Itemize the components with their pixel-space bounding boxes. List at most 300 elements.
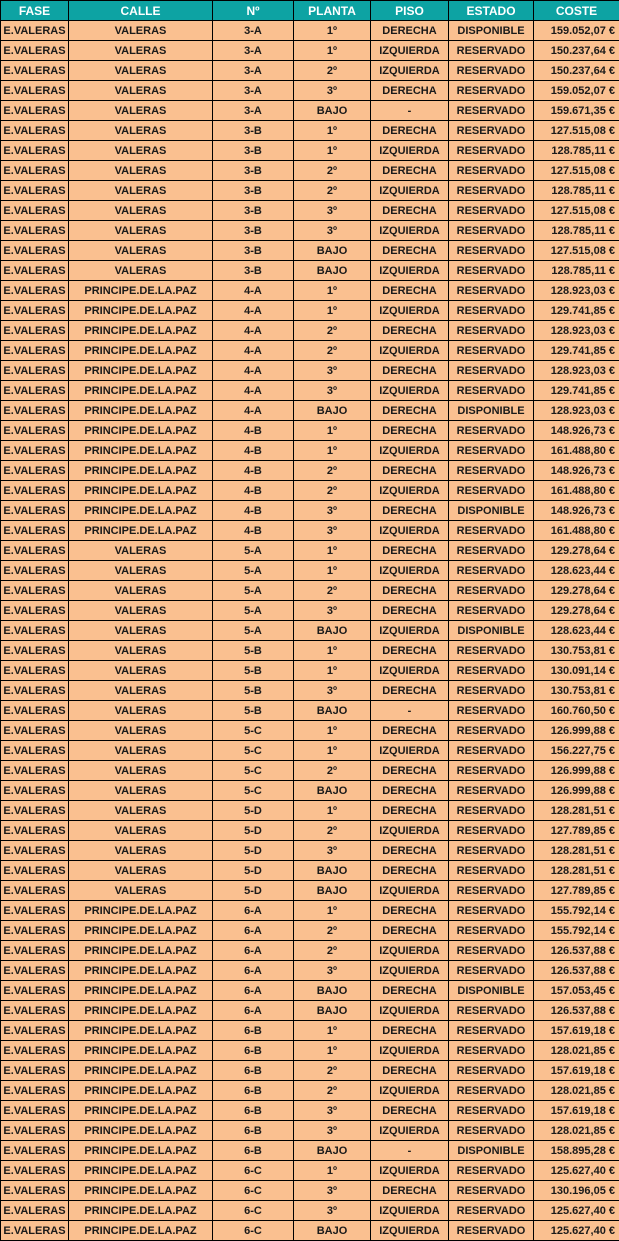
cell-coste[interactable]: 128.021,85 € <box>534 1081 619 1101</box>
cell-fase[interactable]: E.VALERAS <box>1 181 69 201</box>
cell-piso[interactable]: IZQUIERDA <box>371 341 449 361</box>
cell-piso[interactable]: DERECHA <box>371 721 449 741</box>
cell-piso[interactable]: DERECHA <box>371 841 449 861</box>
column-header-estado[interactable]: ESTADO <box>449 1 534 21</box>
cell-fase[interactable]: E.VALERAS <box>1 1221 69 1241</box>
cell-num[interactable]: 3-B <box>213 141 294 161</box>
cell-coste[interactable]: 157.053,45 € <box>534 981 619 1001</box>
cell-estado[interactable]: RESERVADO <box>449 101 534 121</box>
cell-planta[interactable]: 1º <box>294 41 371 61</box>
cell-fase[interactable]: E.VALERAS <box>1 701 69 721</box>
cell-calle[interactable]: PRINCIPE.DE.LA.PAZ <box>69 961 213 981</box>
cell-estado[interactable]: RESERVADO <box>449 281 534 301</box>
cell-calle[interactable]: PRINCIPE.DE.LA.PAZ <box>69 421 213 441</box>
cell-fase[interactable]: E.VALERAS <box>1 1041 69 1061</box>
cell-num[interactable]: 4-B <box>213 461 294 481</box>
cell-num[interactable]: 6-A <box>213 921 294 941</box>
cell-planta[interactable]: BAJO <box>294 1001 371 1021</box>
cell-num[interactable]: 4-B <box>213 421 294 441</box>
cell-planta[interactable]: 2º <box>294 61 371 81</box>
cell-fase[interactable]: E.VALERAS <box>1 1001 69 1021</box>
cell-calle[interactable]: VALERAS <box>69 121 213 141</box>
cell-piso[interactable]: - <box>371 1141 449 1161</box>
cell-estado[interactable]: RESERVADO <box>449 61 534 81</box>
cell-planta[interactable]: 3º <box>294 1101 371 1121</box>
cell-fase[interactable]: E.VALERAS <box>1 1061 69 1081</box>
cell-planta[interactable]: 1º <box>294 421 371 441</box>
cell-fase[interactable]: E.VALERAS <box>1 601 69 621</box>
cell-estado[interactable]: RESERVADO <box>449 601 534 621</box>
cell-fase[interactable]: E.VALERAS <box>1 421 69 441</box>
cell-fase[interactable]: E.VALERAS <box>1 1081 69 1101</box>
cell-piso[interactable]: IZQUIERDA <box>371 1161 449 1181</box>
cell-coste[interactable]: 127.515,08 € <box>534 161 619 181</box>
cell-fase[interactable]: E.VALERAS <box>1 501 69 521</box>
cell-estado[interactable]: RESERVADO <box>449 241 534 261</box>
cell-fase[interactable]: E.VALERAS <box>1 641 69 661</box>
cell-calle[interactable]: VALERAS <box>69 741 213 761</box>
cell-piso[interactable]: DERECHA <box>371 401 449 421</box>
cell-calle[interactable]: PRINCIPE.DE.LA.PAZ <box>69 1141 213 1161</box>
cell-piso[interactable]: DERECHA <box>371 761 449 781</box>
cell-calle[interactable]: VALERAS <box>69 201 213 221</box>
cell-planta[interactable]: 1º <box>294 441 371 461</box>
cell-piso[interactable]: IZQUIERDA <box>371 481 449 501</box>
cell-coste[interactable]: 129.741,85 € <box>534 381 619 401</box>
cell-estado[interactable]: RESERVADO <box>449 441 534 461</box>
cell-num[interactable]: 6-C <box>213 1161 294 1181</box>
cell-coste[interactable]: 156.227,75 € <box>534 741 619 761</box>
cell-estado[interactable]: RESERVADO <box>449 301 534 321</box>
cell-estado[interactable]: RESERVADO <box>449 81 534 101</box>
cell-planta[interactable]: BAJO <box>294 261 371 281</box>
cell-piso[interactable]: DERECHA <box>371 541 449 561</box>
cell-coste[interactable]: 155.792,14 € <box>534 921 619 941</box>
cell-planta[interactable]: 2º <box>294 161 371 181</box>
cell-planta[interactable]: 3º <box>294 1181 371 1201</box>
cell-planta[interactable]: 3º <box>294 521 371 541</box>
cell-num[interactable]: 4-B <box>213 521 294 541</box>
cell-calle[interactable]: PRINCIPE.DE.LA.PAZ <box>69 461 213 481</box>
cell-fase[interactable]: E.VALERAS <box>1 581 69 601</box>
cell-coste[interactable]: 127.515,08 € <box>534 121 619 141</box>
cell-fase[interactable]: E.VALERAS <box>1 1101 69 1121</box>
cell-fase[interactable]: E.VALERAS <box>1 221 69 241</box>
cell-num[interactable]: 6-A <box>213 1001 294 1021</box>
cell-coste[interactable]: 150.237,64 € <box>534 41 619 61</box>
cell-coste[interactable]: 127.789,85 € <box>534 821 619 841</box>
column-header-piso[interactable]: PISO <box>371 1 449 21</box>
cell-planta[interactable]: 1º <box>294 21 371 41</box>
cell-num[interactable]: 5-B <box>213 661 294 681</box>
cell-planta[interactable]: 2º <box>294 761 371 781</box>
cell-planta[interactable]: 2º <box>294 921 371 941</box>
cell-coste[interactable]: 148.926,73 € <box>534 421 619 441</box>
cell-piso[interactable]: IZQUIERDA <box>371 881 449 901</box>
cell-coste[interactable]: 128.785,11 € <box>534 141 619 161</box>
cell-estado[interactable]: RESERVADO <box>449 781 534 801</box>
cell-planta[interactable]: 1º <box>294 1161 371 1181</box>
cell-num[interactable]: 5-D <box>213 861 294 881</box>
cell-num[interactable]: 4-B <box>213 501 294 521</box>
cell-calle[interactable]: VALERAS <box>69 581 213 601</box>
cell-coste[interactable]: 130.091,14 € <box>534 661 619 681</box>
cell-estado[interactable]: RESERVADO <box>449 461 534 481</box>
cell-planta[interactable]: 2º <box>294 341 371 361</box>
cell-coste[interactable]: 126.999,88 € <box>534 781 619 801</box>
cell-estado[interactable]: DISPONIBLE <box>449 21 534 41</box>
cell-num[interactable]: 4-A <box>213 281 294 301</box>
cell-planta[interactable]: 1º <box>294 901 371 921</box>
cell-estado[interactable]: RESERVADO <box>449 1201 534 1221</box>
cell-estado[interactable]: RESERVADO <box>449 1021 534 1041</box>
cell-calle[interactable]: VALERAS <box>69 801 213 821</box>
cell-estado[interactable]: RESERVADO <box>449 961 534 981</box>
cell-fase[interactable]: E.VALERAS <box>1 161 69 181</box>
cell-estado[interactable]: RESERVADO <box>449 1081 534 1101</box>
cell-num[interactable]: 6-A <box>213 981 294 1001</box>
cell-fase[interactable]: E.VALERAS <box>1 281 69 301</box>
cell-estado[interactable]: RESERVADO <box>449 221 534 241</box>
cell-num[interactable]: 3-A <box>213 41 294 61</box>
cell-piso[interactable]: IZQUIERDA <box>371 261 449 281</box>
cell-fase[interactable]: E.VALERAS <box>1 481 69 501</box>
cell-estado[interactable]: RESERVADO <box>449 901 534 921</box>
cell-planta[interactable]: 2º <box>294 461 371 481</box>
cell-calle[interactable]: VALERAS <box>69 761 213 781</box>
cell-planta[interactable]: 2º <box>294 181 371 201</box>
cell-calle[interactable]: PRINCIPE.DE.LA.PAZ <box>69 1201 213 1221</box>
cell-estado[interactable]: RESERVADO <box>449 641 534 661</box>
cell-fase[interactable]: E.VALERAS <box>1 1141 69 1161</box>
cell-num[interactable]: 5-A <box>213 541 294 561</box>
cell-coste[interactable]: 129.741,85 € <box>534 301 619 321</box>
column-header-num[interactable]: Nº <box>213 1 294 21</box>
cell-piso[interactable]: IZQUIERDA <box>371 821 449 841</box>
cell-piso[interactable]: DERECHA <box>371 161 449 181</box>
cell-num[interactable]: 5-B <box>213 701 294 721</box>
cell-piso[interactable]: DERECHA <box>371 601 449 621</box>
cell-planta[interactable]: BAJO <box>294 621 371 641</box>
cell-calle[interactable]: PRINCIPE.DE.LA.PAZ <box>69 341 213 361</box>
cell-estado[interactable]: RESERVADO <box>449 1161 534 1181</box>
cell-calle[interactable]: PRINCIPE.DE.LA.PAZ <box>69 1081 213 1101</box>
cell-num[interactable]: 5-C <box>213 721 294 741</box>
cell-piso[interactable]: DERECHA <box>371 81 449 101</box>
cell-coste[interactable]: 128.021,85 € <box>534 1041 619 1061</box>
cell-calle[interactable]: VALERAS <box>69 781 213 801</box>
cell-piso[interactable]: IZQUIERDA <box>371 141 449 161</box>
cell-num[interactable]: 4-A <box>213 301 294 321</box>
cell-calle[interactable]: VALERAS <box>69 701 213 721</box>
cell-piso[interactable]: IZQUIERDA <box>371 221 449 241</box>
cell-calle[interactable]: PRINCIPE.DE.LA.PAZ <box>69 1041 213 1061</box>
cell-num[interactable]: 3-B <box>213 221 294 241</box>
cell-coste[interactable]: 130.753,81 € <box>534 681 619 701</box>
cell-num[interactable]: 6-B <box>213 1021 294 1041</box>
cell-planta[interactable]: 3º <box>294 1201 371 1221</box>
cell-coste[interactable]: 129.278,64 € <box>534 581 619 601</box>
cell-calle[interactable]: PRINCIPE.DE.LA.PAZ <box>69 1181 213 1201</box>
cell-coste[interactable]: 130.753,81 € <box>534 641 619 661</box>
cell-piso[interactable]: IZQUIERDA <box>371 1081 449 1101</box>
cell-estado[interactable]: RESERVADO <box>449 521 534 541</box>
cell-calle[interactable]: VALERAS <box>69 261 213 281</box>
column-header-coste[interactable]: COSTE <box>534 1 619 21</box>
cell-piso[interactable]: IZQUIERDA <box>371 1041 449 1061</box>
cell-num[interactable]: 3-A <box>213 61 294 81</box>
cell-calle[interactable]: PRINCIPE.DE.LA.PAZ <box>69 1021 213 1041</box>
cell-calle[interactable]: PRINCIPE.DE.LA.PAZ <box>69 281 213 301</box>
cell-fase[interactable]: E.VALERAS <box>1 361 69 381</box>
cell-coste[interactable]: 128.021,85 € <box>534 1121 619 1141</box>
cell-estado[interactable]: RESERVADO <box>449 1001 534 1021</box>
cell-num[interactable]: 5-A <box>213 601 294 621</box>
cell-planta[interactable]: 1º <box>294 641 371 661</box>
cell-calle[interactable]: PRINCIPE.DE.LA.PAZ <box>69 1161 213 1181</box>
cell-fase[interactable]: E.VALERAS <box>1 121 69 141</box>
cell-piso[interactable]: - <box>371 101 449 121</box>
cell-num[interactable]: 4-A <box>213 381 294 401</box>
cell-planta[interactable]: BAJO <box>294 401 371 421</box>
cell-calle[interactable]: VALERAS <box>69 861 213 881</box>
cell-estado[interactable]: RESERVADO <box>449 121 534 141</box>
cell-num[interactable]: 3-A <box>213 21 294 41</box>
cell-num[interactable]: 6-B <box>213 1081 294 1101</box>
cell-num[interactable]: 6-C <box>213 1221 294 1241</box>
column-header-fase[interactable]: FASE <box>1 1 69 21</box>
cell-planta[interactable]: 1º <box>294 801 371 821</box>
cell-fase[interactable]: E.VALERAS <box>1 301 69 321</box>
cell-fase[interactable]: E.VALERAS <box>1 761 69 781</box>
cell-piso[interactable]: DERECHA <box>371 321 449 341</box>
cell-estado[interactable]: DISPONIBLE <box>449 501 534 521</box>
cell-fase[interactable]: E.VALERAS <box>1 61 69 81</box>
cell-planta[interactable]: 1º <box>294 561 371 581</box>
cell-coste[interactable]: 125.627,40 € <box>534 1201 619 1221</box>
cell-fase[interactable]: E.VALERAS <box>1 901 69 921</box>
cell-num[interactable]: 6-B <box>213 1041 294 1061</box>
cell-coste[interactable]: 126.999,88 € <box>534 721 619 741</box>
cell-fase[interactable]: E.VALERAS <box>1 241 69 261</box>
cell-piso[interactable]: IZQUIERDA <box>371 661 449 681</box>
cell-coste[interactable]: 128.785,11 € <box>534 221 619 241</box>
cell-piso[interactable]: DERECHA <box>371 801 449 821</box>
cell-planta[interactable]: 3º <box>294 961 371 981</box>
cell-estado[interactable]: RESERVADO <box>449 1061 534 1081</box>
cell-fase[interactable]: E.VALERAS <box>1 1161 69 1181</box>
cell-estado[interactable]: RESERVADO <box>449 261 534 281</box>
cell-estado[interactable]: RESERVADO <box>449 841 534 861</box>
cell-piso[interactable]: DERECHA <box>371 901 449 921</box>
cell-estado[interactable]: RESERVADO <box>449 41 534 61</box>
cell-fase[interactable]: E.VALERAS <box>1 1021 69 1041</box>
cell-fase[interactable]: E.VALERAS <box>1 321 69 341</box>
cell-piso[interactable]: IZQUIERDA <box>371 621 449 641</box>
cell-coste[interactable]: 128.281,51 € <box>534 861 619 881</box>
cell-calle[interactable]: PRINCIPE.DE.LA.PAZ <box>69 921 213 941</box>
cell-num[interactable]: 5-D <box>213 841 294 861</box>
cell-piso[interactable]: DERECHA <box>371 21 449 41</box>
cell-piso[interactable]: DERECHA <box>371 1181 449 1201</box>
cell-coste[interactable]: 126.537,88 € <box>534 941 619 961</box>
cell-num[interactable]: 3-B <box>213 201 294 221</box>
cell-coste[interactable]: 125.627,40 € <box>534 1221 619 1241</box>
cell-calle[interactable]: PRINCIPE.DE.LA.PAZ <box>69 521 213 541</box>
cell-calle[interactable]: VALERAS <box>69 601 213 621</box>
cell-estado[interactable]: RESERVADO <box>449 881 534 901</box>
cell-num[interactable]: 6-A <box>213 901 294 921</box>
cell-piso[interactable]: DERECHA <box>371 361 449 381</box>
cell-num[interactable]: 3-B <box>213 261 294 281</box>
cell-calle[interactable]: VALERAS <box>69 721 213 741</box>
cell-num[interactable]: 6-B <box>213 1061 294 1081</box>
cell-calle[interactable]: VALERAS <box>69 181 213 201</box>
cell-piso[interactable]: IZQUIERDA <box>371 181 449 201</box>
cell-planta[interactable]: 2º <box>294 821 371 841</box>
cell-piso[interactable]: DERECHA <box>371 981 449 1001</box>
column-header-calle[interactable]: CALLE <box>69 1 213 21</box>
cell-coste[interactable]: 128.785,11 € <box>534 181 619 201</box>
cell-piso[interactable]: DERECHA <box>371 241 449 261</box>
cell-fase[interactable]: E.VALERAS <box>1 781 69 801</box>
cell-fase[interactable]: E.VALERAS <box>1 401 69 421</box>
cell-estado[interactable]: RESERVADO <box>449 681 534 701</box>
cell-piso[interactable]: IZQUIERDA <box>371 521 449 541</box>
cell-fase[interactable]: E.VALERAS <box>1 621 69 641</box>
cell-estado[interactable]: RESERVADO <box>449 1181 534 1201</box>
cell-piso[interactable]: IZQUIERDA <box>371 381 449 401</box>
cell-calle[interactable]: VALERAS <box>69 641 213 661</box>
cell-planta[interactable]: 3º <box>294 81 371 101</box>
cell-piso[interactable]: - <box>371 701 449 721</box>
cell-calle[interactable]: VALERAS <box>69 661 213 681</box>
cell-estado[interactable]: RESERVADO <box>449 741 534 761</box>
cell-calle[interactable]: VALERAS <box>69 621 213 641</box>
cell-coste[interactable]: 155.792,14 € <box>534 901 619 921</box>
cell-piso[interactable]: DERECHA <box>371 281 449 301</box>
cell-coste[interactable]: 148.926,73 € <box>534 501 619 521</box>
cell-estado[interactable]: RESERVADO <box>449 361 534 381</box>
cell-coste[interactable]: 160.760,50 € <box>534 701 619 721</box>
cell-calle[interactable]: PRINCIPE.DE.LA.PAZ <box>69 1221 213 1241</box>
cell-planta[interactable]: 3º <box>294 1121 371 1141</box>
cell-planta[interactable]: 1º <box>294 661 371 681</box>
cell-num[interactable]: 3-B <box>213 241 294 261</box>
cell-coste[interactable]: 126.537,88 € <box>534 961 619 981</box>
cell-estado[interactable]: RESERVADO <box>449 821 534 841</box>
cell-calle[interactable]: VALERAS <box>69 821 213 841</box>
cell-planta[interactable]: BAJO <box>294 1141 371 1161</box>
cell-piso[interactable]: DERECHA <box>371 581 449 601</box>
cell-piso[interactable]: IZQUIERDA <box>371 441 449 461</box>
cell-estado[interactable]: RESERVADO <box>449 761 534 781</box>
cell-coste[interactable]: 129.278,64 € <box>534 601 619 621</box>
cell-calle[interactable]: PRINCIPE.DE.LA.PAZ <box>69 361 213 381</box>
cell-planta[interactable]: 3º <box>294 361 371 381</box>
cell-planta[interactable]: BAJO <box>294 781 371 801</box>
cell-planta[interactable]: 3º <box>294 841 371 861</box>
cell-estado[interactable]: RESERVADO <box>449 561 534 581</box>
cell-fase[interactable]: E.VALERAS <box>1 941 69 961</box>
cell-estado[interactable]: DISPONIBLE <box>449 621 534 641</box>
cell-estado[interactable]: RESERVADO <box>449 721 534 741</box>
cell-fase[interactable]: E.VALERAS <box>1 921 69 941</box>
cell-fase[interactable]: E.VALERAS <box>1 541 69 561</box>
cell-calle[interactable]: PRINCIPE.DE.LA.PAZ <box>69 981 213 1001</box>
cell-piso[interactable]: IZQUIERDA <box>371 301 449 321</box>
cell-piso[interactable]: DERECHA <box>371 201 449 221</box>
cell-calle[interactable]: VALERAS <box>69 841 213 861</box>
cell-fase[interactable]: E.VALERAS <box>1 681 69 701</box>
cell-planta[interactable]: BAJO <box>294 101 371 121</box>
cell-planta[interactable]: 3º <box>294 681 371 701</box>
cell-estado[interactable]: RESERVADO <box>449 541 534 561</box>
cell-planta[interactable]: 1º <box>294 741 371 761</box>
cell-num[interactable]: 3-B <box>213 121 294 141</box>
cell-planta[interactable]: 2º <box>294 1061 371 1081</box>
cell-calle[interactable]: PRINCIPE.DE.LA.PAZ <box>69 381 213 401</box>
cell-planta[interactable]: BAJO <box>294 1221 371 1241</box>
cell-planta[interactable]: 3º <box>294 221 371 241</box>
cell-piso[interactable]: DERECHA <box>371 1021 449 1041</box>
cell-estado[interactable]: RESERVADO <box>449 341 534 361</box>
cell-calle[interactable]: VALERAS <box>69 61 213 81</box>
cell-num[interactable]: 6-A <box>213 941 294 961</box>
cell-fase[interactable]: E.VALERAS <box>1 381 69 401</box>
cell-num[interactable]: 5-C <box>213 781 294 801</box>
cell-piso[interactable]: IZQUIERDA <box>371 1201 449 1221</box>
cell-num[interactable]: 4-A <box>213 361 294 381</box>
cell-estado[interactable]: DISPONIBLE <box>449 981 534 1001</box>
cell-num[interactable]: 3-A <box>213 81 294 101</box>
cell-estado[interactable]: RESERVADO <box>449 201 534 221</box>
cell-planta[interactable]: BAJO <box>294 241 371 261</box>
cell-planta[interactable]: 1º <box>294 721 371 741</box>
cell-coste[interactable]: 161.488,80 € <box>534 521 619 541</box>
cell-calle[interactable]: PRINCIPE.DE.LA.PAZ <box>69 501 213 521</box>
cell-planta[interactable]: 1º <box>294 1021 371 1041</box>
cell-coste[interactable]: 128.623,44 € <box>534 621 619 641</box>
cell-num[interactable]: 5-B <box>213 681 294 701</box>
cell-coste[interactable]: 159.052,07 € <box>534 81 619 101</box>
cell-coste[interactable]: 128.785,11 € <box>534 261 619 281</box>
cell-fase[interactable]: E.VALERAS <box>1 261 69 281</box>
cell-coste[interactable]: 161.488,80 € <box>534 481 619 501</box>
cell-coste[interactable]: 157.619,18 € <box>534 1101 619 1121</box>
cell-fase[interactable]: E.VALERAS <box>1 721 69 741</box>
cell-coste[interactable]: 128.923,03 € <box>534 321 619 341</box>
cell-num[interactable]: 3-A <box>213 101 294 121</box>
cell-estado[interactable]: DISPONIBLE <box>449 1141 534 1161</box>
cell-fase[interactable]: E.VALERAS <box>1 861 69 881</box>
cell-coste[interactable]: 159.671,35 € <box>534 101 619 121</box>
cell-num[interactable]: 6-C <box>213 1201 294 1221</box>
cell-planta[interactable]: 1º <box>294 541 371 561</box>
cell-calle[interactable]: VALERAS <box>69 541 213 561</box>
cell-num[interactable]: 6-A <box>213 961 294 981</box>
cell-piso[interactable]: DERECHA <box>371 1061 449 1081</box>
cell-fase[interactable]: E.VALERAS <box>1 81 69 101</box>
cell-coste[interactable]: 127.515,08 € <box>534 201 619 221</box>
cell-calle[interactable]: VALERAS <box>69 161 213 181</box>
cell-calle[interactable]: VALERAS <box>69 81 213 101</box>
cell-planta[interactable]: BAJO <box>294 981 371 1001</box>
cell-fase[interactable]: E.VALERAS <box>1 41 69 61</box>
cell-num[interactable]: 4-A <box>213 321 294 341</box>
cell-estado[interactable]: RESERVADO <box>449 921 534 941</box>
cell-piso[interactable]: IZQUIERDA <box>371 941 449 961</box>
